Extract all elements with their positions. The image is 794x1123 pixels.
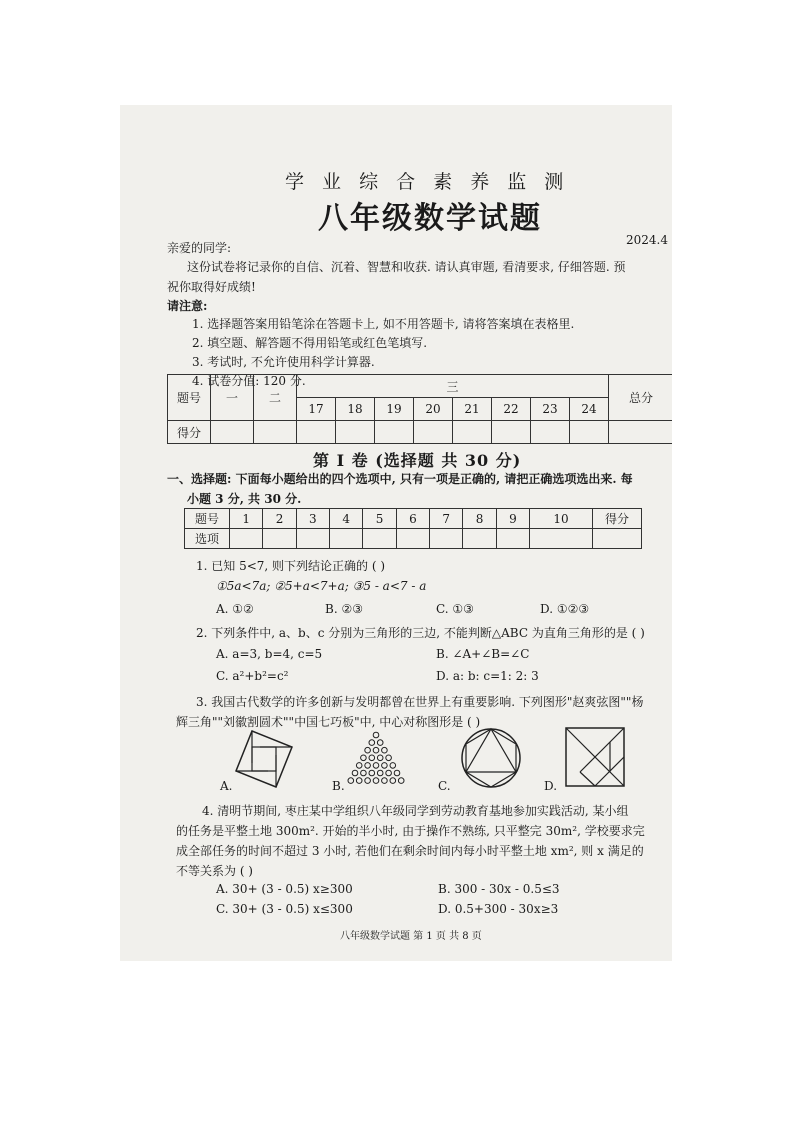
q4-option-b[interactable]: B. 300 - 30x - 0.5≤3 (438, 882, 560, 896)
section-1-instruction: 一、选择题: 下面每小题给出的四个选项中, 只有一项是正确的, 请把正确选项选出来. 每 (167, 472, 633, 486)
q2-option-b[interactable]: B. ∠A+∠B=∠C (436, 647, 530, 661)
answer-table (184, 508, 642, 549)
yang-hui-circle (382, 778, 388, 784)
q4-stem-line-2: 的任务是平整土地 300m². 开始的半小时, 由于操作不熟练, 只平整完 30m², 学校要求完 (176, 824, 645, 838)
answer-cell[interactable] (230, 529, 263, 549)
yang-hui-circle (390, 778, 396, 784)
q1-option-d[interactable]: D. ①②③ (540, 602, 590, 616)
q2-option-a[interactable]: A. a=3, b=4, c=5 (216, 647, 323, 661)
q3-option-c[interactable]: C. (438, 779, 451, 793)
yang-hui-circle (386, 755, 392, 761)
score-table-sub: 23 (531, 398, 570, 421)
score-cell[interactable] (336, 421, 375, 444)
notice-item: 4. 试卷分值: 120 分. (192, 374, 306, 388)
answer-table-num: 5 (363, 509, 396, 529)
score-table-sub: 19 (375, 398, 414, 421)
q1-statements: ①5a<7a; ②5+a<7+a; ③5 - a<7 - a (216, 579, 427, 593)
yang-hui-circle (386, 770, 392, 776)
q2-option-c[interactable]: C. a²+b²=c² (216, 669, 289, 683)
score-cell[interactable] (414, 421, 453, 444)
answer-cell[interactable] (363, 529, 396, 549)
score-table-sub: 20 (414, 398, 453, 421)
yang-hui-circle (369, 755, 375, 761)
answer-table-num: 1 (230, 509, 263, 529)
yang-hui-circle (356, 778, 362, 784)
notice-item: 2. 填空题、解答题不得用铅笔或红色笔填写. (192, 336, 428, 350)
yang-hui-circle (373, 778, 379, 784)
q1-stem: 1. 已知 5<7, 则下列结论正确的 ( ) (196, 559, 386, 573)
q3-option-b[interactable]: B. (332, 779, 345, 793)
q4-stem-line-4: 不等关系为 ( ) (176, 864, 253, 878)
yang-hui-circle (377, 755, 383, 761)
yang-hui-circle (369, 740, 375, 746)
exam-subtitle: 学 业 综 合 素 养 监 测 (285, 171, 570, 193)
section-1-heading: 第 I 卷 (选择题 共 30 分) (313, 451, 522, 470)
q2-stem: 2. 下列条件中, a、b、c 分别为三角形的三边, 不能判断△ABC 为直角三角形的是 ( ) (196, 626, 645, 640)
yang-hui-circle (369, 770, 375, 776)
yang-hui-circle (348, 778, 354, 784)
score-cell[interactable] (570, 421, 609, 444)
q3-option-d[interactable]: D. (544, 779, 558, 793)
intro-line-2: 祝你取得好成绩! (167, 280, 256, 294)
greeting: 亲爱的同学: (167, 241, 232, 255)
yang-hui-circle (356, 763, 362, 769)
yang-hui-circle (373, 747, 379, 753)
intro-line-1: 这份试卷将记录你的自信、沉着、智慧和收获. 请认真审题, 看清要求, 仔细答题. 预 (187, 260, 626, 274)
answer-table-num: 9 (496, 509, 529, 529)
answer-cell[interactable] (263, 529, 296, 549)
q4-option-c[interactable]: C. 30+ (3 - 0.5) x≤300 (216, 902, 353, 916)
q4-option-a[interactable]: A. 30+ (3 - 0.5) x≥300 (216, 882, 353, 896)
score-table-sub: 24 (570, 398, 609, 421)
q1-option-b[interactable]: B. ②③ (325, 602, 363, 616)
score-cell[interactable] (609, 421, 673, 444)
yang-hui-circle (361, 770, 367, 776)
answer-table-score: 得分 (593, 509, 642, 529)
answer-table-label-q: 题号 (185, 509, 230, 529)
score-table-sec3: 三 (297, 375, 609, 398)
answer-table-num: 10 (530, 509, 593, 529)
answer-cell[interactable] (330, 529, 363, 549)
answer-table-num: 6 (396, 509, 429, 529)
tangram-figure (565, 727, 625, 787)
score-table-label-q: 题号 (168, 375, 211, 421)
score-cell[interactable] (375, 421, 414, 444)
score-cell[interactable] (297, 421, 336, 444)
yang-hui-circle (373, 732, 379, 738)
score-table-sub: 22 (492, 398, 531, 421)
page-footer: 八年级数学试题 第 1 页 共 8 页 (340, 931, 482, 942)
q2-option-d[interactable]: D. a: b: c=1: 2: 3 (436, 669, 539, 683)
yang-hui-circle (365, 747, 371, 753)
answer-cell[interactable] (593, 529, 642, 549)
zhao-shuang-diagram-figure (234, 729, 294, 789)
yang-hui-circle (373, 763, 379, 769)
score-table-sub: 21 (453, 398, 492, 421)
score-cell[interactable] (531, 421, 570, 444)
yang-hui-circle (398, 778, 404, 784)
q3-stem-line-1: 3. 我国古代数学的许多创新与发明都曾在世界上有重要影响. 下列图形"赵爽弦图""杨 (196, 695, 644, 709)
section-1-instruction: 小题 3 分, 共 30 分. (187, 492, 302, 506)
exam-title: 八年级数学试题 (318, 201, 542, 236)
yang-hui-circle (377, 740, 383, 746)
answer-cell[interactable] (496, 529, 529, 549)
score-table-total: 总分 (609, 375, 673, 421)
score-cell[interactable] (453, 421, 492, 444)
notice-item: 3. 考试时, 不允许使用科学计算器. (192, 355, 375, 369)
score-cell[interactable] (211, 421, 254, 444)
score-cell[interactable] (254, 421, 297, 444)
q4-stem-line-3: 成全部任务的时间不超过 3 小时, 若他们在剩余时间内每小时平整土地 xm², 则 x 满足的 (176, 844, 644, 858)
yang-hui-circle (365, 763, 371, 769)
exam-paper (120, 105, 672, 961)
score-table-sub: 18 (336, 398, 375, 421)
notice-title: 请注意: (167, 299, 208, 313)
q4-option-d[interactable]: D. 0.5+300 - 30x≥3 (438, 902, 559, 916)
q3-option-a[interactable]: A. (220, 779, 233, 793)
score-table-label-score: 得分 (168, 421, 211, 444)
answer-cell[interactable] (296, 529, 329, 549)
answer-cell[interactable] (530, 529, 593, 549)
yang-hui-circle (352, 770, 358, 776)
answer-table-num: 7 (430, 509, 463, 529)
answer-table-label-opt: 选项 (185, 529, 230, 549)
score-table-sub: 17 (297, 398, 336, 421)
yang-hui-circle (361, 755, 367, 761)
q1-option-c[interactable]: C. ①③ (436, 602, 474, 616)
answer-table-num: 2 (263, 509, 296, 529)
q4-stem-line-1: 4. 清明节期间, 枣庄某中学组织八年级同学到劳动教育基地参加实践活动, 某小组 (202, 804, 629, 818)
yang-hui-circle (390, 763, 396, 769)
yang-hui-circle (382, 763, 388, 769)
answer-table-num: 3 (296, 509, 329, 529)
q1-option-a[interactable]: A. ①② (216, 602, 254, 616)
score-table (167, 374, 672, 444)
answer-cell[interactable] (430, 529, 463, 549)
yang-hui-circle (365, 778, 371, 784)
answer-cell[interactable] (463, 529, 496, 549)
yang-hui-circle (394, 770, 400, 776)
answer-table-num: 8 (463, 509, 496, 529)
score-table-sec2: 二 (254, 375, 297, 421)
score-cell[interactable] (492, 421, 531, 444)
yang-hui-circle (382, 747, 388, 753)
yang-hui-circle (377, 770, 383, 776)
yang-hui-triangle-figure (344, 731, 408, 787)
notice-item: 1. 选择题答案用铅笔涂在答题卡上, 如不用答题卡, 请将答案填在表格里. (192, 317, 575, 331)
score-table-sec1: 一 (211, 375, 254, 421)
q3-stem-line-2: 辉三角""刘徽割圆术""中国七巧板"中, 中心对称图形是 ( ) (176, 715, 481, 729)
exam-date: 2024.4 (626, 233, 668, 247)
answer-table-num: 4 (330, 509, 363, 529)
answer-cell[interactable] (396, 529, 429, 549)
liu-hui-circle-figure (460, 727, 522, 789)
